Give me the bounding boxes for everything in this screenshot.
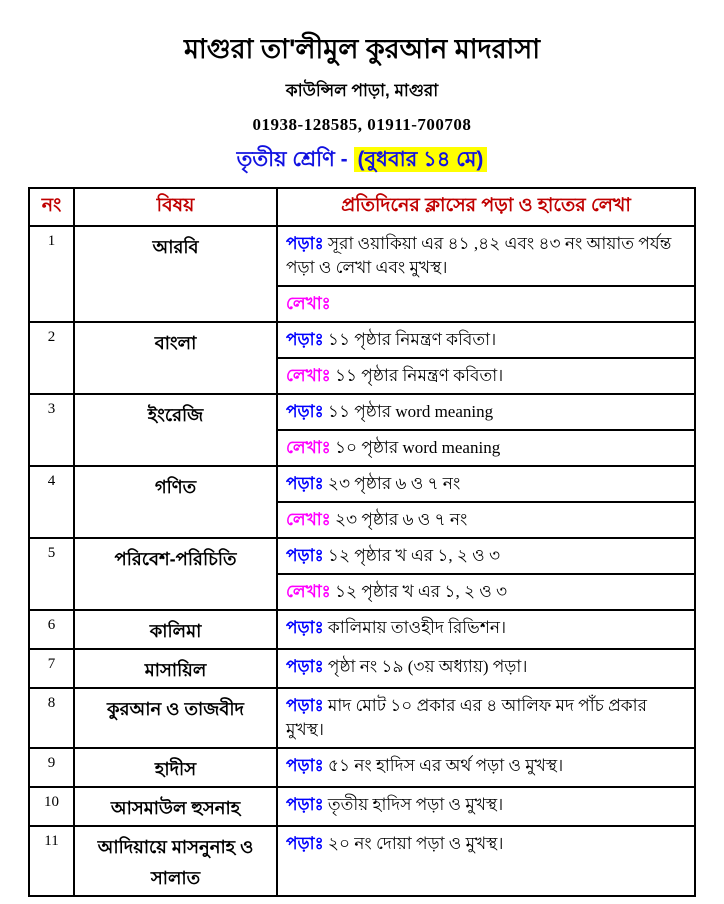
table-row xyxy=(29,748,695,787)
subject-cell: গণিত xyxy=(74,466,277,538)
pora-entry xyxy=(277,322,695,358)
row-number: 8 xyxy=(29,688,74,748)
pora-text: সূরা ওয়াকিয়া এর ৪১ ,৪২ এবং ৪৩ নং আয়াত পর্যন্ত পড়া ও লেখা এবং মুখস্থ। xyxy=(286,234,672,278)
pora-label: পড়াঃ xyxy=(286,234,324,254)
subject-cell: কালিমা xyxy=(74,610,277,649)
lekha-label: লেখাঃ xyxy=(286,294,331,314)
lekha-text: ১২ পৃষ্ঠার খ এর ১, ২ ও ৩ xyxy=(334,582,508,602)
table-row xyxy=(29,787,695,826)
pora-entry xyxy=(277,748,695,787)
pora-entry xyxy=(277,649,695,688)
table-row xyxy=(29,649,695,688)
table-row xyxy=(29,466,695,502)
pora-text: পৃষ্ঠা নং ১৯ (৩য় অধ্যায়) পড়া। xyxy=(327,657,528,677)
pora-label: পড়াঃ xyxy=(286,657,324,677)
row-number: 1 xyxy=(29,226,74,322)
homework-table xyxy=(28,187,696,897)
lekha-entry xyxy=(277,286,695,322)
table-row xyxy=(29,610,695,649)
header-row xyxy=(29,188,695,226)
pora-entry xyxy=(277,826,695,896)
pora-label: পড়াঃ xyxy=(286,402,324,422)
document-header xyxy=(0,0,724,178)
lekha-text: ১০ পৃষ্ঠার word meaning xyxy=(334,438,501,458)
pora-text: ২০ নং দোয়া পড়া ও মুখস্থ। xyxy=(327,834,504,854)
table-row xyxy=(29,394,695,430)
subject-cell: হাদীস xyxy=(74,748,277,787)
pora-entry xyxy=(277,466,695,502)
subject-cell: পরিবেশ-পরিচিতি xyxy=(74,538,277,610)
institution-name: মাগুরা তা'লীমুল কুরআন মাদরাসা xyxy=(183,34,541,64)
pora-label: পড়াঃ xyxy=(286,696,324,716)
date-highlight: (বুধবার ১৪ মে) xyxy=(354,147,488,172)
class-title xyxy=(0,143,724,178)
lekha-entry xyxy=(277,430,695,466)
row-number: 5 xyxy=(29,538,74,610)
class-name: তৃতীয় শ্রেণি - xyxy=(236,148,354,172)
pora-entry xyxy=(277,226,695,286)
lekha-text: ২৩ পৃষ্ঠার ৬ ও ৭ নং xyxy=(334,510,468,530)
pora-label: পড়াঃ xyxy=(286,546,324,566)
lekha-entry xyxy=(277,574,695,610)
col-header-lesson: প্রতিদিনের ক্লাসের পড়া ও হাতের লেখা xyxy=(277,188,695,226)
col-header-subject: বিষয় xyxy=(74,188,277,226)
pora-label: পড়াঃ xyxy=(286,330,324,350)
lekha-entry xyxy=(277,502,695,538)
institution-address: কাউন্সিল পাড়া, মাগুরা xyxy=(285,81,439,101)
pora-entry xyxy=(277,538,695,574)
phone-numbers: 01938-128585, 01911-700708 xyxy=(252,115,472,135)
pora-entry xyxy=(277,787,695,826)
row-number: 9 xyxy=(29,748,74,787)
pora-label: পড়াঃ xyxy=(286,474,324,494)
row-number: 10 xyxy=(29,787,74,826)
pora-label: পড়াঃ xyxy=(286,834,324,854)
pora-text: কালিমায় তাওহীদ রিভিশন। xyxy=(327,618,507,638)
lekha-label: লেখাঃ xyxy=(286,438,331,458)
row-number: 7 xyxy=(29,649,74,688)
pora-text: ২৩ পৃষ্ঠার ৬ ও ৭ নং xyxy=(327,474,461,494)
table-row xyxy=(29,826,695,896)
lekha-label: লেখাঃ xyxy=(286,510,331,530)
pora-text: ১১ পৃষ্ঠার নিমন্ত্রণ কবিতা। xyxy=(327,330,497,350)
table-row xyxy=(29,226,695,286)
lekha-text: ১১ পৃষ্ঠার নিমন্ত্রণ কবিতা। xyxy=(334,366,504,386)
row-number: 6 xyxy=(29,610,74,649)
table-row xyxy=(29,688,695,748)
table-row xyxy=(29,322,695,358)
pora-entry xyxy=(277,688,695,748)
pora-text: ৫১ নং হাদিস এর অর্থ পড়া ও মুখস্থ। xyxy=(327,756,564,776)
subject-cell: আরবি xyxy=(74,226,277,322)
subject-cell: বাংলা xyxy=(74,322,277,394)
pora-text: ১১ পৃষ্ঠার word meaning xyxy=(327,402,494,422)
pora-text: ১২ পৃষ্ঠার খ এর ১, ২ ও ৩ xyxy=(327,546,500,566)
row-number: 11 xyxy=(29,826,74,896)
row-number: 3 xyxy=(29,394,74,466)
subject-cell: কুরআন ও তাজবীদ xyxy=(74,688,277,748)
table-row xyxy=(29,538,695,574)
lekha-entry xyxy=(277,358,695,394)
subject-cell: মাসায়িল xyxy=(74,649,277,688)
subject-cell: ইংরেজি xyxy=(74,394,277,466)
pora-entry xyxy=(277,394,695,430)
pora-label: পড়াঃ xyxy=(286,618,324,638)
lekha-label: লেখাঃ xyxy=(286,582,331,602)
pora-entry xyxy=(277,610,695,649)
subject-cell: আদিয়ায়ে মাসনুনাহ ও সালাত xyxy=(74,826,277,896)
pora-label: পড়াঃ xyxy=(286,756,324,776)
col-header-no: নং xyxy=(29,188,74,226)
pora-text: মাদ মোট ১০ প্রকার এর ৪ আলিফ মদ পাঁচ প্রকার মুখস্থ। xyxy=(286,696,647,740)
row-number: 4 xyxy=(29,466,74,538)
pora-text: তৃতীয় হাদিস পড়া ও মুখস্থ। xyxy=(327,795,504,815)
pora-label: পড়াঃ xyxy=(286,795,324,815)
row-number: 2 xyxy=(29,322,74,394)
lekha-label: লেখাঃ xyxy=(286,366,331,386)
subject-cell: আসমাউল হুসনাহ xyxy=(74,787,277,826)
